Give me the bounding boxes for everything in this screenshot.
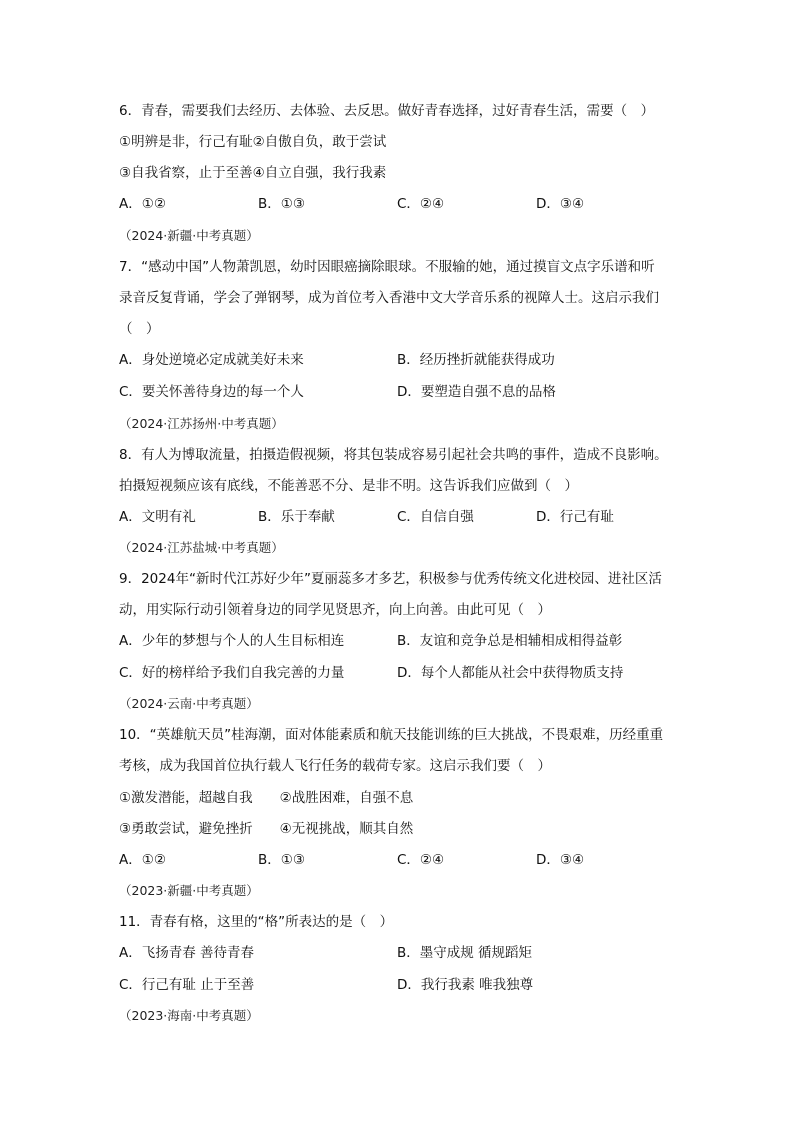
question-6-option-a[interactable]: A．①② — [119, 196, 166, 212]
question-11-option-a[interactable]: A．飞扬青春 善待青春 — [119, 945, 255, 961]
question-11-option-b[interactable]: B．墨守成规 循规蹈矩 — [397, 945, 533, 961]
question-10-source: （2023·新疆·中考真题） — [119, 883, 259, 898]
question-11-source: （2023·海南·中考真题） — [119, 1008, 259, 1023]
question-10-option-c[interactable]: C．②④ — [397, 852, 445, 868]
question-6-option-d[interactable]: D．③④ — [536, 196, 585, 212]
question-8-option-d[interactable]: D．行己有耻 — [536, 509, 614, 525]
question-6-option-c[interactable]: C．②④ — [397, 196, 445, 212]
question-11-option-d[interactable]: D．我行我素 唯我独尊 — [397, 977, 534, 993]
question-7-stem-line-2: 录音反复背诵，学会了弹钢琴，成为首位考入香港中文大学音乐系的视障人士。这启示我们 — [119, 290, 659, 306]
question-11-option-c[interactable]: C．行己有耻 止于至善 — [119, 977, 255, 993]
question-9-option-c[interactable]: C．好的榜样给予我们自我完善的力量 — [119, 665, 345, 681]
question-10-option-a[interactable]: A．①② — [119, 852, 166, 868]
question-8-stem-line-1: 8．有人为博取流量，拍摄造假视频，将其包装成容易引起社会共鸣的事件，造成不良影响。 — [119, 447, 668, 463]
question-9-stem-line-1: 9．2024年“新时代江苏好少年”夏丽蕊多才多艺，积极参与优秀传统文化进校园、进社区活 — [119, 571, 662, 587]
question-7-source: （2024·江苏扬州·中考真题） — [119, 416, 284, 431]
question-6-statement-2: ③自我省察，止于至善④自立自强，我行我素 — [119, 165, 387, 181]
question-11-stem: 11．青春有格，这里的“格”所表达的是（ ） — [119, 914, 394, 930]
question-8-option-c[interactable]: C．自信自强 — [397, 509, 474, 525]
question-8-option-a[interactable]: A．文明有礼 — [119, 509, 196, 525]
question-7-option-b[interactable]: B．经历挫折就能获得成功 — [397, 352, 555, 368]
question-6-statement-1: ①明辨是非，行己有耻②自傲自负，敢于尝试 — [119, 134, 387, 150]
question-7-option-a[interactable]: A．身处逆境必定成就美好未来 — [119, 352, 304, 368]
question-6-option-b[interactable]: B．①③ — [258, 196, 305, 212]
question-10-stem-line-2: 考核，成为我国首位执行载人飞行任务的载荷专家。这启示我们要（ ） — [119, 758, 551, 774]
question-7-option-d[interactable]: D．要塑造自强不息的品格 — [397, 384, 556, 400]
question-6-source: （2024·新疆·中考真题） — [119, 228, 259, 243]
question-9-option-d[interactable]: D．每个人都能从社会中获得物质支持 — [397, 665, 624, 681]
question-10-option-b[interactable]: B．①③ — [258, 852, 305, 868]
question-8-option-b[interactable]: B．乐于奉献 — [258, 509, 335, 525]
question-6-stem: 6．青春，需要我们去经历、去体验、去反思。做好青春选择，过好青春生活，需要（ ） — [119, 103, 655, 119]
question-7-option-c[interactable]: C．要关怀善待身边的每一个人 — [119, 384, 304, 400]
question-10-stem-line-1: 10．“英雄航天员”桂海潮，面对体能素质和航天技能训练的巨大挑战，不畏艰难，历经重重 — [119, 727, 664, 743]
question-10-statements-1: ①激发潜能，超越自我 ②战胜困难，自强不息 — [119, 790, 414, 806]
question-9-source: （2024·云南·中考真题） — [119, 696, 259, 711]
question-8-source: （2024·江苏盐城·中考真题） — [119, 540, 284, 555]
question-10-statements-2: ③勇敢尝试，避免挫折 ④无视挑战，顺其自然 — [119, 821, 414, 837]
question-8-stem-line-2: 拍摄短视频应该有底线，不能善恶不分、是非不明。这告诉我们应做到（ ） — [119, 478, 578, 494]
question-9-stem-line-2: 动，用实际行动引领着身边的同学见贤思齐，向上向善。由此可见（ ） — [119, 602, 551, 618]
question-9-option-b[interactable]: B．友谊和竞争总是相辅相成相得益彰 — [397, 633, 623, 649]
question-7-stem-line-3: （ ） — [119, 321, 160, 337]
question-9-option-a[interactable]: A．少年的梦想与个人的人生目标相连 — [119, 633, 345, 649]
question-7-stem-line-1: 7．“感动中国”人物萧凯恩，幼时因眼癌摘除眼球。不服输的她，通过摸盲文点字乐谱和听 — [119, 259, 655, 275]
question-10-option-d[interactable]: D．③④ — [536, 852, 585, 868]
